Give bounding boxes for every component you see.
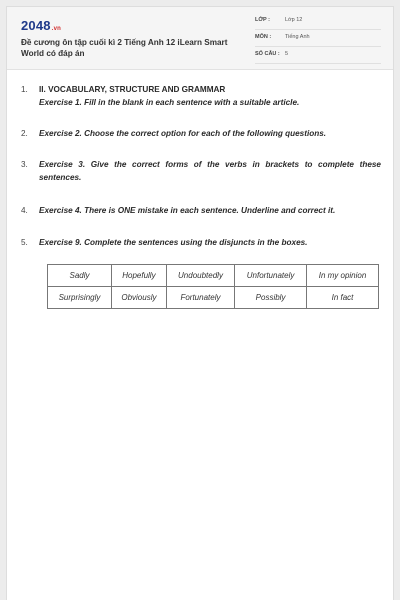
logo-suffix: .vn bbox=[51, 26, 62, 32]
question-text: Exercise 4. There is ONE mistake in each sentence. Underline and correct it. bbox=[39, 206, 336, 215]
question-number: 3. bbox=[21, 160, 28, 169]
meta-row-question-count bbox=[255, 49, 381, 64]
table-cell: Hopefully bbox=[111, 265, 166, 287]
table-row bbox=[48, 287, 379, 309]
document-page bbox=[6, 6, 394, 600]
table-cell: Fortunately bbox=[166, 287, 234, 309]
table-cell: Obviously bbox=[111, 287, 166, 309]
question-number: 5. bbox=[21, 238, 28, 247]
table-cell: Surprisingly bbox=[48, 287, 112, 309]
table-cell: In fact bbox=[307, 287, 379, 309]
question-number: 4. bbox=[21, 206, 28, 215]
meta-value-subject: Tiếng Anh bbox=[285, 34, 310, 40]
question-number: 1. bbox=[21, 85, 28, 94]
table-row bbox=[48, 265, 379, 287]
table-cell: In my opinion bbox=[307, 265, 379, 287]
table-cell: Sadly bbox=[48, 265, 112, 287]
question-text: Exercise 2. Choose the correct option for each of the following questions. bbox=[39, 129, 327, 138]
meta-value-question-count: 5 bbox=[285, 51, 289, 57]
question-number: 2. bbox=[21, 129, 28, 138]
document-header bbox=[7, 7, 393, 70]
section-heading: II. VOCABULARY, STRUCTURE AND GRAMMAR bbox=[39, 85, 226, 94]
logo-text: 2048 bbox=[21, 18, 51, 33]
table-cell: Undoubtedly bbox=[166, 265, 234, 287]
document-title: Đề cương ôn tập cuối kì 2 Tiếng Anh 12 iLearn Smart World có đáp án bbox=[21, 38, 228, 58]
meta-value-grade: Lớp 12 bbox=[285, 17, 303, 23]
table-cell: Unfortunately bbox=[235, 265, 307, 287]
question-text: Exercise 9. Complete the sentences using the disjuncts in the boxes. bbox=[39, 238, 308, 247]
meta-label-subject: MÔN : bbox=[255, 34, 272, 40]
question-text: Exercise 3. Give the correct forms of the verbs in brackets to complete these sentences. bbox=[39, 160, 381, 182]
question-text: Exercise 1. Fill in the blank in each sentence with a suitable article. bbox=[39, 98, 300, 107]
disjuncts-table bbox=[47, 264, 379, 309]
meta-label-grade: LỚP : bbox=[255, 17, 270, 23]
site-logo[interactable] bbox=[21, 18, 61, 33]
meta-label-question-count: SỐ CÂU : bbox=[255, 51, 280, 57]
meta-row-subject bbox=[255, 32, 381, 47]
table-cell: Possibly bbox=[235, 287, 307, 309]
meta-row-grade bbox=[255, 15, 381, 30]
